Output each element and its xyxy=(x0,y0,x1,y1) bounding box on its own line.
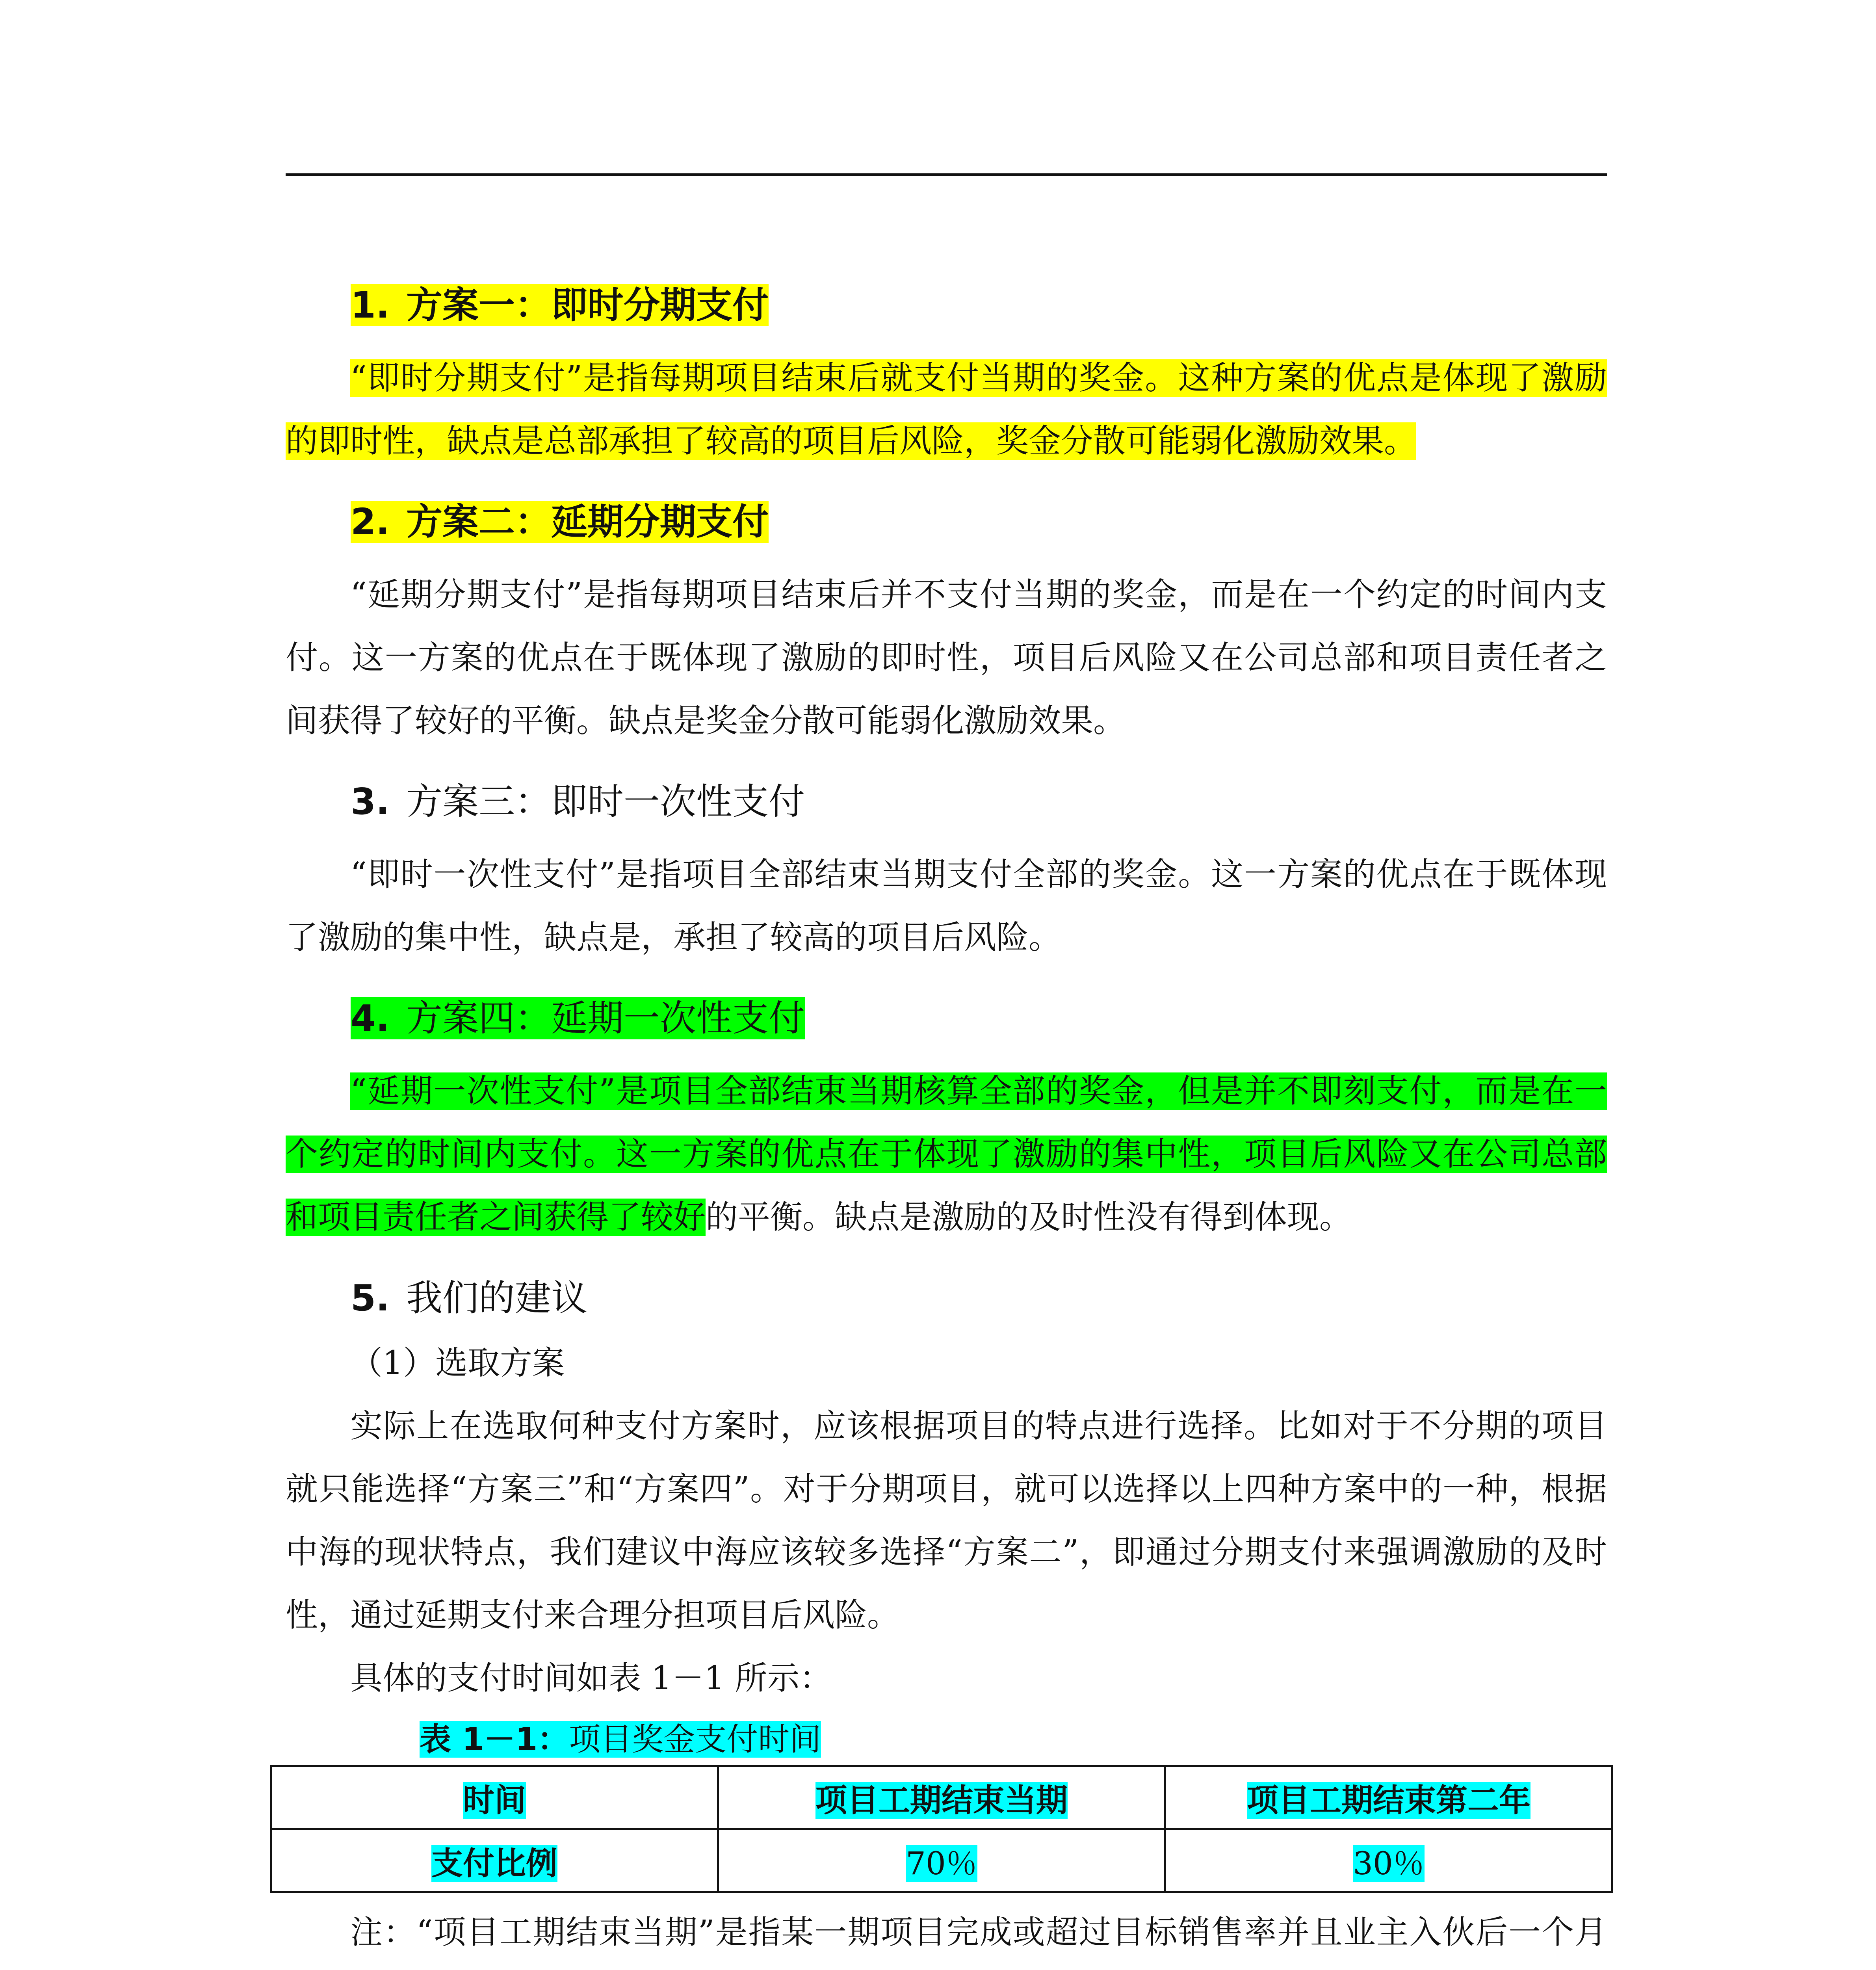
section-1-text: “即时分期支付”是指每期项目结束后就支付当期的奖金。这种方案的优点是体现了激励的即时性，缺点是总部承担了较高的项目后风险，奖金分散可能弱化激励效果。 xyxy=(286,359,1607,460)
section-4-number: 4. xyxy=(351,997,390,1039)
section-2-paragraph: “延期分期支付”是指每期项目结束后并不支付当期的奖金，而是在一个约定的时间内支付。这一方案的优点在于既体现了激励的即时性，项目后风险又在公司总部和项目责任者之间获得了较好的平衡。缺点是奖金分散可能弱化激励效果。 xyxy=(286,576,1607,740)
section-1-heading xyxy=(286,272,1607,339)
section-4-text-highlighted: “延期一次性支付”是项目全部结束当期核算全部的奖金，但是并不即刻支付，而是在一个约定的时间内支付。这一方案的优点在于体现了激励的集中性，项目后风险又在公司总部和项目责任者之间获得了较好 xyxy=(286,1072,1607,1236)
table-caption-title: 项目奖金支付时间 xyxy=(569,1721,821,1758)
section-2-heading xyxy=(286,489,1607,556)
section-3-paragraph: “即时一次性支付”是指项目全部结束当期支付全部的奖金。这一方案的优点在于既体现了激励的集中性，缺点是，承担了较高的项目后风险。 xyxy=(286,856,1607,956)
table-note: 注：“项目工期结束当期”是指某一期项目完成或超过目标销售率并且业主入伙后一个月 xyxy=(350,1914,1607,1951)
table-row xyxy=(271,1829,1612,1892)
table-cell: 项目工期结束当期 xyxy=(718,1766,1165,1829)
section-1-number: 1. xyxy=(351,284,390,326)
section-5-paragraph-2: 具体的支付时间如表 1－1 所示： xyxy=(350,1660,832,1697)
header-rule xyxy=(286,173,1607,176)
section-1-title: 方案一：即时分期支付 xyxy=(406,284,769,326)
section-5-number: 5. xyxy=(351,1277,390,1319)
payment-schedule-table xyxy=(270,1765,1613,1893)
section-2-title: 方案二：延期分期支付 xyxy=(406,501,769,543)
section-5-paragraph-1: 实际上在选取何种支付方案时，应该根据项目的特点进行选择。比如对于不分期的项目就只能选择“方案三”和“方案四”。对于分期项目，就可以选择以上四种方案中的一种，根据中海的现状特点，我们建议中海应该较多选择“方案二”，即通过分期支付来强调激励的及时性，通过延期支付来合理分担项目后风险。 xyxy=(286,1407,1607,1634)
section-3-heading xyxy=(286,768,1607,835)
section-5-title: 我们的建议 xyxy=(406,1277,587,1319)
section-1-paragraph xyxy=(286,347,1607,473)
section-3-title: 方案三：即时一次性支付 xyxy=(406,781,805,823)
table-cell: 70％ xyxy=(718,1829,1165,1892)
document-body xyxy=(286,272,1607,1970)
table-cell: 时间 xyxy=(271,1766,718,1829)
table-cell: 30％ xyxy=(1165,1829,1612,1892)
section-5-heading xyxy=(286,1265,1607,1332)
section-4-paragraph xyxy=(286,1060,1607,1249)
section-4-title: 方案四：延期一次性支付 xyxy=(406,997,805,1039)
section-2-number: 2. xyxy=(351,501,390,543)
table-caption-prefix: 表 1－1： xyxy=(420,1721,569,1758)
table-header-row xyxy=(271,1766,1612,1829)
table-cell: 支付比例 xyxy=(271,1829,718,1892)
section-4-text-rest: 的平衡。缺点是激励的及时性没有得到体现。 xyxy=(706,1199,1352,1236)
table-cell: 项目工期结束第二年 xyxy=(1165,1766,1612,1829)
table-caption xyxy=(286,1714,1607,1765)
subheading-select-plan: （1）选取方案 xyxy=(350,1344,565,1382)
section-4-heading xyxy=(286,985,1607,1052)
section-3-number: 3. xyxy=(351,781,390,823)
